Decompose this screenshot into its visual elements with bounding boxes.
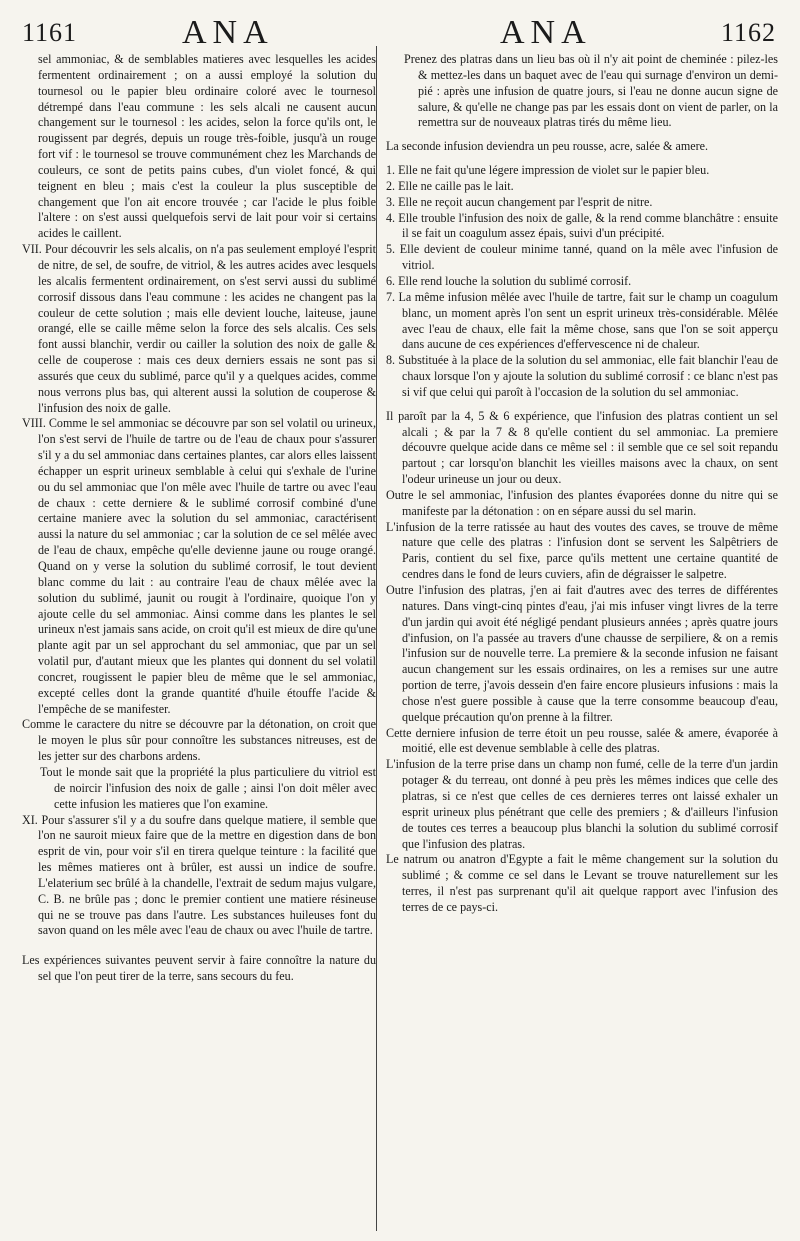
paragraph: Les expériences suivantes peuvent servir à faire connoître la nature du sel que l'on peut tirer de la terre, sans secours du feu. — [22, 953, 376, 984]
paragraph: Comme le caractere du nitre se découvre par la détonation, on croit que le moyen le plus sûr pour connoître les substances nitreuses, est de les jetter sur des charbons ardens. — [22, 717, 376, 764]
paragraph: Le natrum ou anatron d'Egypte a fait le même changement sur la solution du sublimé ; & comme ce sel dans le Levant se trouve naturellement sur les terres, il n'est pas surprenant qu'il ait quelque rapport avec l'infusion des terres de ce pays-ci. — [386, 852, 778, 914]
paragraph: Tout le monde sait que la propriété la plus particuliere du vitriol est de noircir l'infusion des noix de galle ; ainsi l'on doit mêler avec cette infusion les matieres que l'on examine. — [40, 764, 376, 811]
paragraph: VIII. Comme le sel ammoniac se découvre par son sel volatil ou urineux, l'on s'est servi de l'huile de tartre ou de l'eau de chaux pour s'assurer s'il y a du sel ammoniac dans certaines plantes, car alors elles laissent échapper un esprit urineux semblable à celui qui s'exhale de l'urine ou du sel ammoniac que l'on mêle avec l'huile de tartre ou avec l'eau de chaux : cette derniere & le sublimé corrosif combiné d'une certaine maniere avec la solution du sel ammoniac, caractérisent aussi la nature du sel ammoniac ; car la solution de ce sel mêlée avec de l'eau de chaux, empêche qu'elle devienne jaune ou rouge orangé. Quand on y verse la solution du sublimé corrosif, le tout devient blanc comme du lait : au contraire l'eau de chaux mêlée avec la solution du sublimé, jaunit ou rougit à l'ordinaire, quoique l'on y ajoute celle du sel ammoniac. Ainsi comme dans les plantes le sel urineux n'est jamais sans acide, on croit qu'il est mieux de dire qu'une plante agit par un sel approchant du sel ammoniac, que par un sel volatil pur, d'autant mieux que les plantes qui donnent du sel volatil concret, rougissent le papier bleu de même que le sel ammoniac, excepté celles dont la grande quantité d'huile étouffe l'acide & l'empêche de se manifester. — [22, 416, 376, 716]
paragraph: Il paroît par la 4, 5 & 6 expérience, que l'infusion des platras contient un sel alcali ; & par la 7 & 8 qu'elle contient du sel ammoniac. La premiere découvre quelque acide dans ce même sel : il semble que ce sel soit repandu partout ; car lorsqu'on blanchit les vieilles maisons avec la chaux, on sent l'odeur urineuse un jour ou deux. — [386, 408, 778, 487]
paragraph: L'infusion de la terre ratissée au haut des voutes des caves, se trouve de même nature que celle des platras : l'infusion dont se servent les Salpêtriers de Paris, contient du sel fixe, parce qu'ils mettent une certaine quantité de cendres dans le fond de leurs cuviers, afin de dégraisser le salpetre. — [386, 519, 778, 582]
right-running-head: ANA — [500, 14, 592, 51]
spacer — [386, 155, 778, 163]
paragraph: Outre le sel ammoniac, l'infusion des plantes évaporées donne du nitre qui se manifeste par la détonation : on en sépare aussi du sel marin. — [386, 487, 778, 518]
column-divider — [376, 46, 377, 1231]
right-column — [386, 52, 778, 916]
spacer — [386, 131, 778, 139]
list-item: 1. Elle ne fait qu'une légere impression de violet sur le papier bleu. — [386, 163, 710, 178]
page-header — [22, 10, 776, 50]
list-item: 7. La même infusion mêlée avec l'huile de tartre, fait sur le champ un coagulum blanc, un moment après l'on sent un esprit urineux très-considérable. Mêlée avec l'eau de chaux, elle fait la même chose, sans que l'on se soit apperçu dans aucune de ces expériences d'effervescence ni de chaleur. — [386, 289, 778, 352]
list-item: 5. Elle devient de couleur minime tanné, quand on la mêle avec l'infusion de vitriol. — [386, 242, 778, 273]
paragraph: sel ammoniac, & de semblables matieres avec lesquelles les acides fermentent ordinairement ; on a aussi employé la solution du tournesol ou le papier bleu ordinaire coloré avec le tournesol détrempé dans l'eau commune : les sels alcali ne causent aucun changement sur le tournesol : les acides, selon la force qu'ils ont, le rougissent par degrés, depuis un rouge très-foible, jusqu'à un rouge fort vif : le tournesol se trouve communément chez les Marchands de couleurs, ce sont de petits pains cubes, d'un violet foncé, & qui teignent en bleu ; mais c'est la couleur la plus susceptible de changement que l'on ait encore trouvée ; car l'acide le plus foible l'altere : on s'est aussi quelquefois servi de lait pour voir si certains acides le caillent. — [38, 52, 376, 241]
list-item: 3. Elle ne reçoit aucun changement par l'esprit de nitre. — [386, 194, 653, 209]
left-column — [22, 52, 376, 985]
paragraph: L'infusion de la terre prise dans un champ non fumé, celle de la terre d'un jardin potager & du terreau, ont donné à peu près les mêmes indices que celle des platras, si ce n'est que celles de ces dernieres terres ont laissé exhaler un esprit urineux plus pénétrant que celle des premiers ; & d'ailleurs l'infusion de toutes ces terres a beaucoup plus blanchi la solution du sublimé corrosif que l'infusion des platras. — [386, 757, 778, 851]
right-column-number: 1162 — [720, 18, 776, 47]
paragraph: Prenez des platras dans un lieu bas où il n'y ait point de cheminée : pilez-les & mettez-les dans un baquet avec de l'eau qui surnage d'environ un demi-pié : après une infusion de quatre jours, si l'eau ne donne aucun signe de salure, & qu'elle ne change pas par les essais dont on vient de parler, on la remettra sur de nouveaux platras tirés du même lieu. — [404, 52, 778, 130]
paragraph: VII. Pour découvrir les sels alcalis, on n'a pas seulement employé l'esprit de nitre, de sel, de soufre, de vitriol, & les autres acides avec lesquels les alcalis fermentent ordinairement, on s'est servi aussi du sublimé corrosif dissous dans l'eau commune : les acides ne changent pas la couleur de cette solution ; mais elle devient louche, laiteuse, jaune orangé, elle se caille même selon la force des sels alcalis. Ces sels font aussi blanchir, verdir ou cailler la solution des noix de galle & celle de couperose : mais ces deux derniers essais ne sont pas si assurés que ceux du sublimé, parce qu'il y a quelques acides, comme nous verrons plus bas, qui alterent aussi la solution de couperose & l'infusion des noix de galle. — [22, 242, 376, 415]
list-item: 2. Elle ne caille pas le lait. — [386, 178, 514, 193]
left-running-head: ANA — [182, 14, 274, 51]
list-item: 8. Substituée à la place de la solution du sel ammoniac, elle fait blanchir l'eau de chaux lorsque l'on y ajoute la solution du sublimé corrosif : ce blanc n'est pas si vif que celui qui paroît à l'occasion de la solution du sel ammoniac. — [386, 353, 778, 399]
spacer — [386, 401, 778, 409]
paragraph: Outre l'infusion des platras, j'en ai fait d'autres avec des terres de différentes natures. Dans vingt-cinq pintes d'eau, j'ai mis infuser vingt livres de la terre d'un jardin qui avoit été négligé pendant plusieurs années ; après quatre jours d'infusion, on l'a passée au travers d'une chausse de serpiliere, & on a remis l'infusion sur de nouvelle terre. La premiere & la seconde infusion ne faisant aucun changement sur les essais ordinaires, on les a remises sur une autre portion de terre, j'avois dessein d'en faire encore plusieurs infusions : mais la chose n'est guere possible à cause que la terre consomme beaucoup d'eau, quelque précaution qu'on prenne à la filtrer. — [386, 583, 778, 724]
paragraph: Cette derniere infusion de terre étoit un peu rousse, salée & amere, évaporée à moitié, elle est devenue semblable à celle des platras. — [386, 725, 778, 756]
list-item: 6. Elle rend louche la solution du sublimé corrosif. — [386, 273, 632, 288]
paragraph: La seconde infusion deviendra un peu rousse, acre, salée & amere. — [386, 139, 709, 154]
paragraph: XI. Pour s'assurer s'il y a du soufre dans quelque matiere, il semble que l'on ne sauroit mieux faire que de la mettre en digestion dans de bon esprit de vin, pour voir s'il en tirera quelque teinture : la facilité que les mêmes matieres ont à brûler, est aussi un indice de soufre. L'elaterium sec brûlé à la chandelle, l'extrait de sedum majus vulgare, C. B. ne brûle pas ; donc le premier contient une matiere résineuse qui ne se trouve pas dans l'autre. Les substances huileuses font du savon quand on les mêle avec l'eau de chaux ou avec l'huile de tartre. — [22, 812, 376, 938]
list-item: 4. Elle trouble l'infusion des noix de galle, & la rend comme blanchâtre : ensuite il se fait un coagulum assez épais, suivi d'un précipité. — [386, 210, 778, 241]
left-column-number: 1161 — [22, 18, 78, 47]
spacer — [22, 939, 376, 953]
